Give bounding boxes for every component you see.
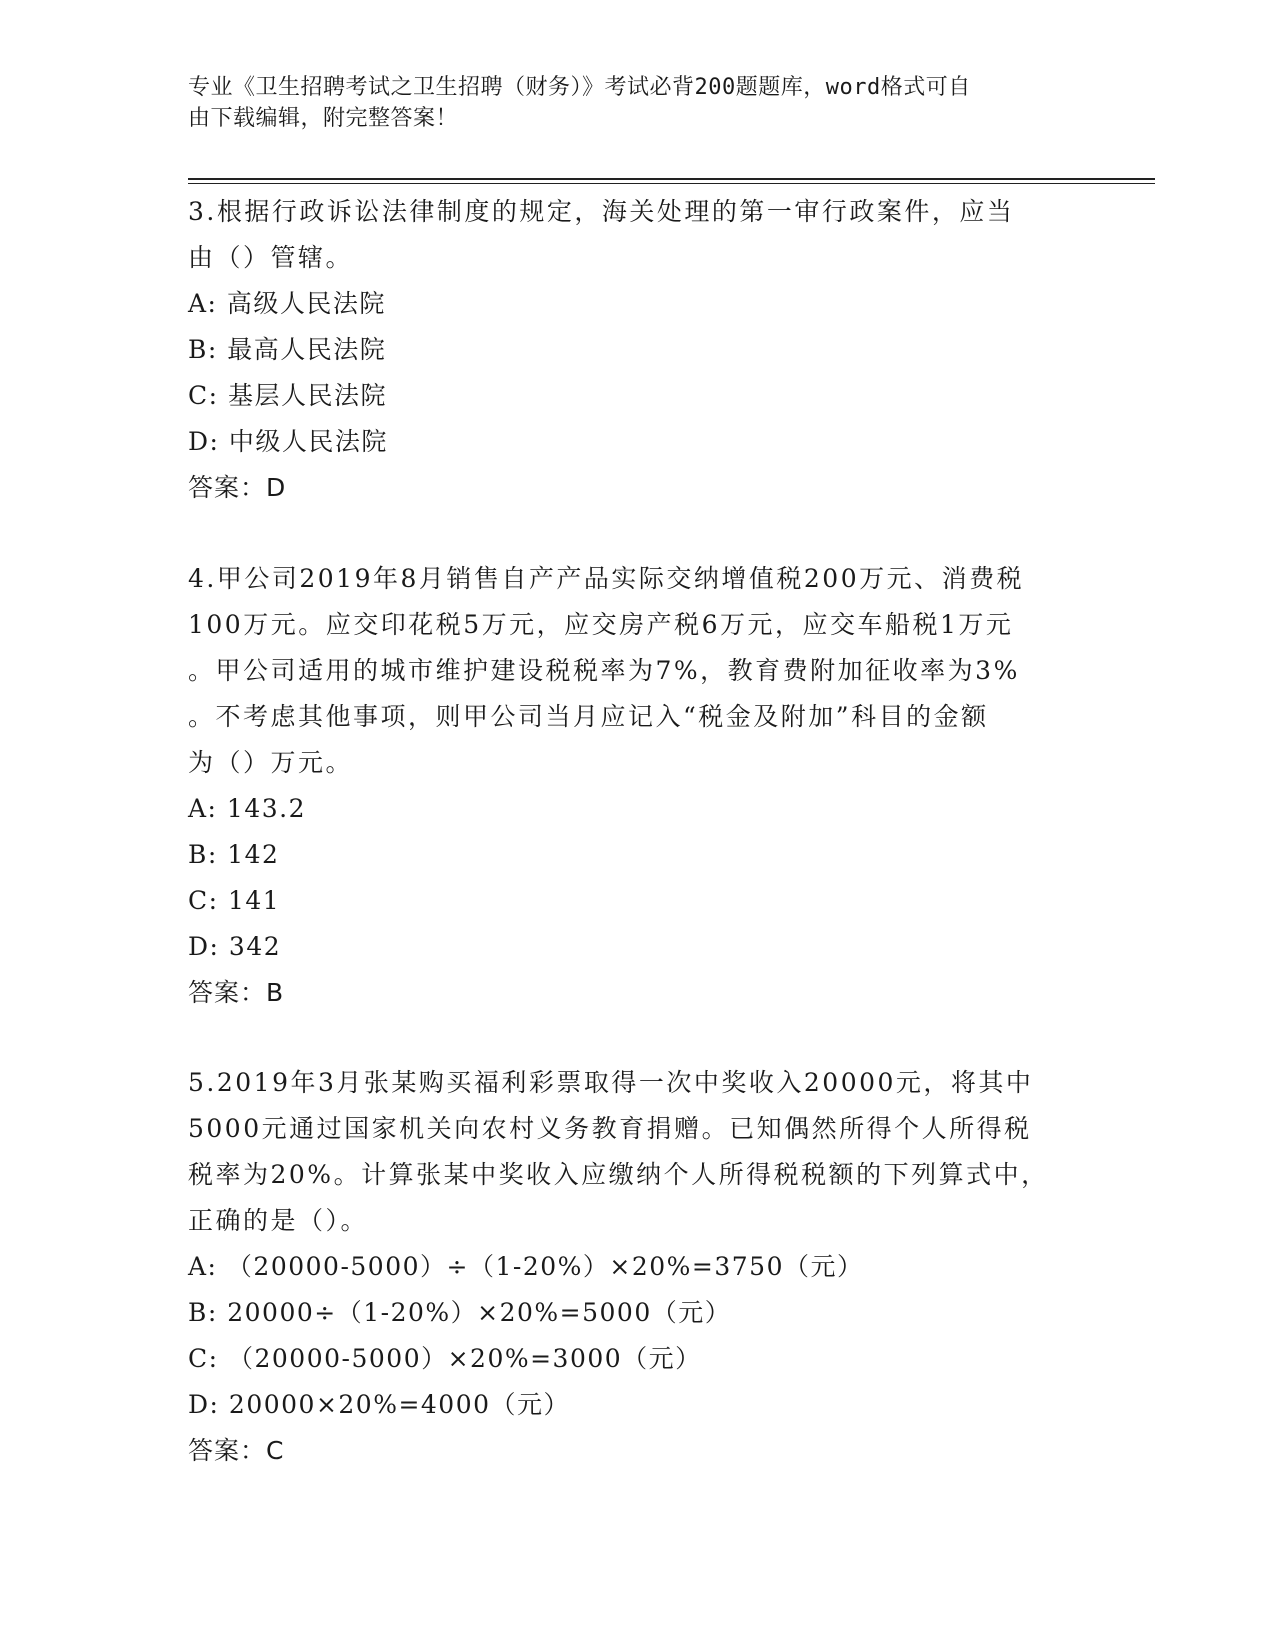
option-d: D: 342 [188, 932, 282, 961]
option-a: A: （20000-5000）÷（1-20%）×20%=3750（元） [188, 1252, 864, 1281]
question-text-line: 税率为20%。计算张某中奖收入应缴纳个人所得税税额的下列算式中， [188, 1160, 1049, 1189]
option-c: C: （20000-5000）×20%=3000（元） [188, 1344, 702, 1373]
question-3 [188, 189, 1088, 511]
question-text-line: 。甲公司适用的城市维护建设税税率为7%，教育费附加征收率为3% [188, 656, 1020, 685]
option-a: A: 高级人民法院 [188, 289, 386, 318]
answer-line: 答案：C [188, 1436, 285, 1465]
header-divider-thin [188, 183, 1155, 184]
header-line-2: 由下载编辑，附完整答案！ [188, 106, 459, 131]
option-d: D: 中级人民法院 [188, 427, 388, 456]
header-divider-thick [188, 178, 1155, 180]
document-header [188, 72, 1068, 134]
question-4 [188, 556, 1088, 1016]
question-text-line: 5000元通过国家机关向农村义务教育捐赠。已知偶然所得个人所得税 [188, 1114, 1032, 1143]
answer-line: 答案：D [188, 473, 287, 502]
question-text-line: 为（）万元。 [188, 748, 354, 777]
question-text-line: 正确的是（）。 [188, 1206, 369, 1235]
option-b: B: 20000÷（1-20%）×20%=5000（元） [188, 1298, 732, 1327]
option-c: C: 141 [188, 886, 281, 915]
question-text-line: 3.根据行政诉讼法律制度的规定，海关处理的第一审行政案件，应当 [188, 197, 1015, 226]
question-text-line: 由（）管辖。 [188, 243, 354, 272]
option-c: C: 基层人民法院 [188, 381, 387, 410]
question-text-line: 100万元。应交印花税5万元，应交房产税6万元，应交车船税1万元 [188, 610, 1014, 639]
option-a: A: 143.2 [188, 794, 306, 823]
question-5 [188, 1060, 1088, 1474]
option-d: D: 20000×20%=4000（元） [188, 1390, 571, 1419]
header-line-1: 专业《卫生招聘考试之卫生招聘（财务）》考试必背200题题库，word格式可自 [188, 75, 971, 100]
question-text-line: 4.甲公司2019年8月销售自产产品实际交纳增值税200万元、消费税 [188, 564, 1025, 593]
option-b: B: 142 [188, 840, 280, 869]
question-text-line: 。不考虑其他事项，则甲公司当月应记入“税金及附加”科目的金额 [188, 702, 989, 731]
option-b: B: 最高人民法院 [188, 335, 387, 364]
question-text-line: 5.2019年3月张某购买福利彩票取得一次中奖收入20000元，将其中 [188, 1068, 1034, 1097]
answer-line: 答案：B [188, 978, 285, 1007]
